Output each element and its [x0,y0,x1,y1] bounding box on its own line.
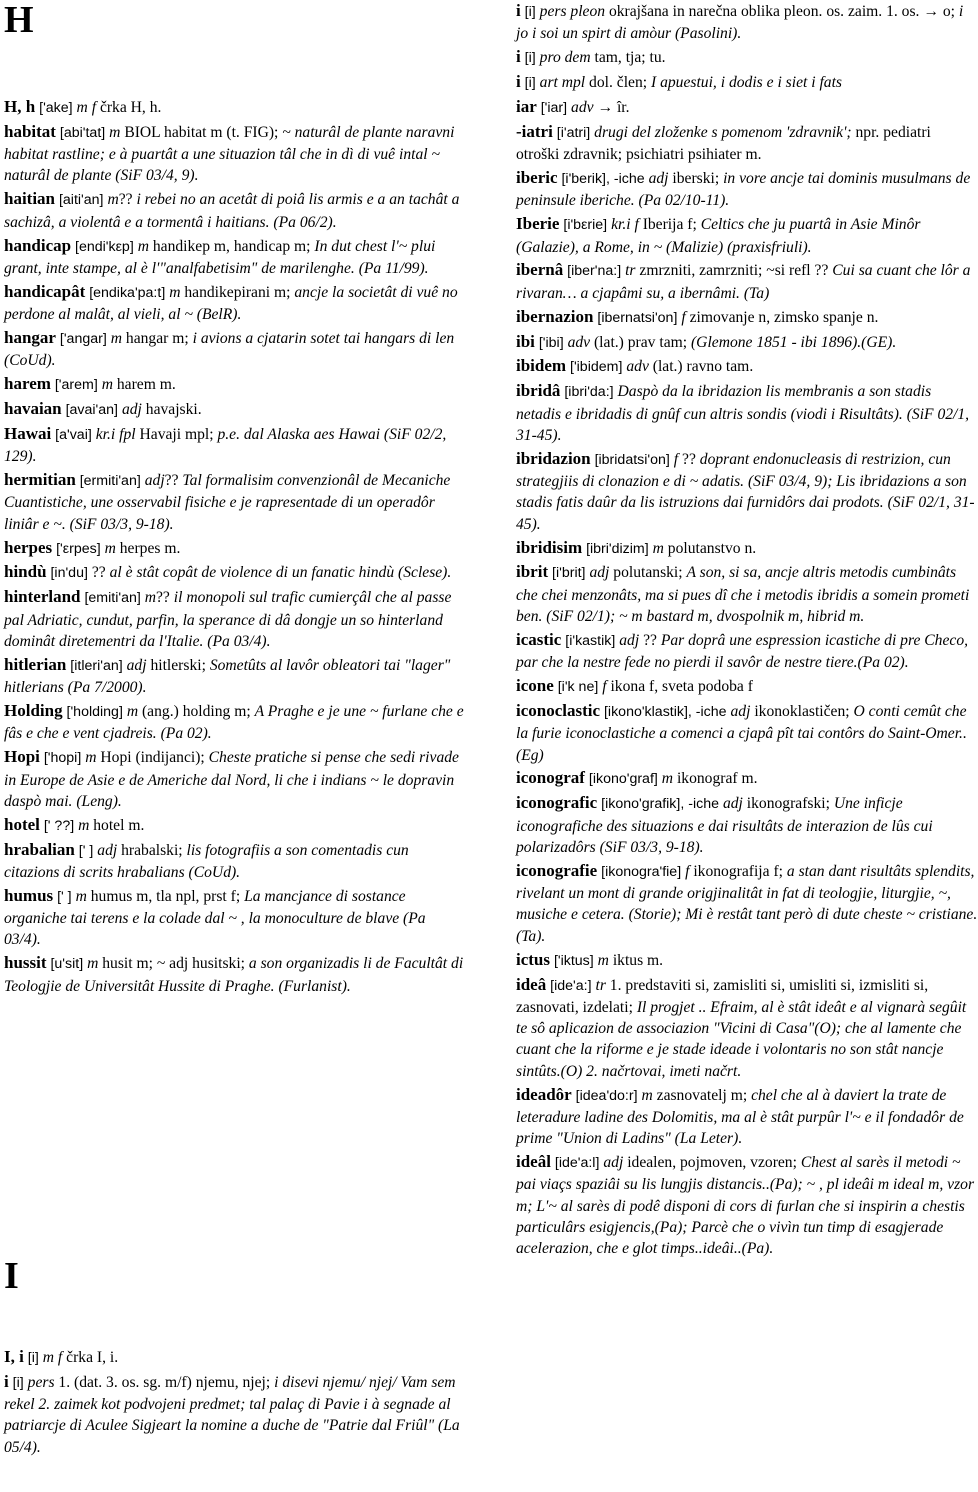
grammar-label: f [685,862,690,880]
grammar-label: pers pleon [539,3,606,20]
example-text: doprant endonucleasis di restrizion, cun strategjiis di clonazion e di ~ adatis. (SiF 03/4, 9); Lis ibridazions a son stadis fatis daûr da lis istruzions dai furnidôrs dai prodots. (SiF 02/1, 31-45). [516,450,975,533]
headword: iconografic [516,793,598,813]
pronunciation: [' ] [53,888,76,905]
grammar-label: m [144,589,157,607]
translation: Havaji mpl; [135,425,218,443]
pronunciation: [ikono'klastik], -iche [600,704,731,720]
translation: zimovanje n, zimsko spanje n. [685,308,879,326]
dictionary-entry [516,448,978,535]
grammar-label: m [104,539,116,557]
translation: polutanski; [609,564,687,582]
grammar-label: m [169,283,181,301]
dictionary-entry [516,259,978,304]
dictionary-entry [4,814,466,837]
headword: icastic [516,629,562,649]
grammar-label: m [652,539,664,557]
headword: i [516,72,521,92]
right-column [516,0,978,1261]
grammar-label: kr.i f [611,216,639,234]
example-text: Cheste pratiche si pense che sedi rivade in Europe de Asie e de Americhe dal Nord, li che i indians ~ le dopravin daspò mai. (Leng). [4,749,459,810]
translation: črka H, h. [96,99,162,116]
pronunciation: ['εrpes] [52,540,105,557]
pronunciation: [i] [520,4,540,20]
headword: herpes [4,537,53,557]
grammar-label: adj [619,631,640,649]
dictionary-entry [516,355,978,378]
grammar-label: adj [126,656,147,674]
dictionary-entry [4,281,466,326]
headword: hangar [4,327,56,347]
section-letter-i: I [4,1255,19,1297]
grammar-label: adv [571,98,594,116]
example-text: a stan dant risultâts splendits, rivelant un mont di grande origjinalitât in fat di teologjie, liturgjie, ~, musiche e cetera. (Storie); Mi è restât tant però di dute cheste ~ cristiane. (Ta). [516,862,978,945]
grammar-label: pers [27,1373,55,1391]
pronunciation: ['ibidem] [566,359,627,376]
section-letter-h: H [4,0,34,41]
grammar-label: tr [595,976,606,994]
pronunciation: [i] [23,1350,43,1366]
dictionary-entry [4,373,466,396]
translation: herpes m. [115,539,181,557]
pronunciation: [ibri'dizim] [582,540,653,557]
translation: črka I, i. [62,1349,119,1366]
headword: handicapât [4,281,86,301]
dictionary-entry [4,121,466,187]
translation: 1. (dat. 3. os. sg. m/f) njemu, njej; [54,1373,275,1391]
example-text: Il progjet .. Efraim, al è stât ideât e al vignarà segûit te sô aplicazion de associazion "Vicini di Casa"(O); che al lamente che cuant che la riforme e je stade ideade i volontaris no son stât nancje sintûts.(O) 2. načrtovai, imeti načrt. [516,998,967,1080]
translation: Iberija f; [638,216,701,234]
headword: harem [4,374,51,394]
example-text: i rebei no an acetât di poiâ lis armis e a an tachât a sachizâ, a violentâ e a tormentâ i haitians. (Pa 06/2). [4,191,460,231]
dictionary-entry [516,0,978,45]
pronunciation: [i'k ne] [553,679,603,696]
example-text: al è stât copât de violence di un fanatic hindù (Sclese). [109,564,452,582]
grammar-label: adj [603,1154,624,1172]
dictionary-entry [516,1084,978,1150]
pronunciation: [ide'a:] [546,977,596,994]
example-text: i jo i soi un spirt di amòur (Pasolini). [516,3,964,43]
headword: H, h [4,97,36,116]
dictionary-entry [516,331,978,354]
grammar-label: m [109,123,121,141]
dictionary-entry [516,629,978,674]
example-text: A Praghe e je une ~ furlane che e fâs e che e vent cjadreis. (Pa 02). [4,703,464,743]
dictionary-entry [4,561,466,584]
example-text: Sometûts al lavôr obleatori tai "lager" hitlerians (Pa 7/2000). [4,656,451,697]
translation: 1. predstaviti si, zamisliti si, umisliti si, izmisliti si, zasnovati, izdelati; [516,976,929,1016]
dictionary-entry [516,167,978,212]
pronunciation: [endika'pa:t] [85,284,170,301]
example-text: Tal formalisim convenzionâl de Mecaniche Cuantistiche, une osservabil fisiche e je rapresentade di un operadôr liniâr e ~. (SiF 03/3, 9-18). [4,472,451,533]
example-text: La mancjance di sostance organiche tai terens e la colade dal ~ , la monoculture de blave (Pa 03/4). [4,887,426,949]
dictionary-entry [4,96,466,119]
pronunciation: ['ake] [35,100,77,116]
grammar-label: adj [121,401,142,419]
example-text: i disevi njemu/ njej/ Vam sem rekel 2. zaimek kot podvojeni predmet; tal palaç di Pavie i à segnade al patriarcje di Aculee Sigjeart la nomine a duche de "Patrie dal Friûl" (La 05/4). [4,1373,460,1456]
headword: iconoclastic [516,701,601,720]
example-text: (Glemone 1851 - ibi 1896).(GE). [690,333,897,351]
example-text: O conti cemût che la furie iconoclastiche a comenci a cjapâ pît tai contôrs do Saint-Omer.. (Eg) [516,703,967,764]
translation: ?? [91,564,110,582]
pronunciation: [i] [520,50,540,67]
grammar-label: m [101,376,113,394]
example-text: Par doprâ une espression icastiche di pre Checo, par che la nestre fede no pierdi il savôr de nestre tiere.(Pa 02). [516,631,969,672]
headword: i [516,47,521,67]
dictionary-entry [516,974,978,1082]
pronunciation: [ikono'grafik], -iche [597,796,723,813]
pronunciation: [iber'na:] [563,263,626,280]
headword: ibridisim [516,537,583,557]
pronunciation: [i] [8,1374,28,1391]
translation: (lat.) prav tam; [590,333,691,351]
translation: ?? [118,191,137,209]
grammar-label: m f [76,99,97,116]
pronunciation: [aiti'an] [55,192,108,209]
grammar-label: m [107,191,119,209]
pronunciation: [' ??] [39,817,79,834]
pronunciation: ['iktus] [550,952,598,969]
grammar-label: adj [730,703,751,720]
headword: ideadôr [516,1084,572,1104]
headword: iberic [516,168,558,188]
headword: hotel [4,814,40,834]
pronunciation: [i'kastik] [561,632,620,649]
dictionary-entry [516,675,978,698]
dictionary-entry [4,469,466,535]
translation: polutanstvo n. [663,539,757,557]
dictionary-entry [4,839,466,884]
translation: zasnovatelj m; [652,1086,752,1104]
translation: tam, tja; tu. [590,49,666,67]
translation: hrabalski; [117,841,187,859]
grammar-label: f [602,678,607,696]
translation: hitlerski; [146,656,210,674]
pronunciation: [i'berik], -iche [557,171,649,188]
grammar-label: drugi del zloženke s pomenom 'zdravnik'; [594,123,852,141]
h-entries [4,96,466,998]
pronunciation: [itleri'an] [66,657,127,674]
pronunciation: [ikonogra'fie] [597,863,686,880]
grammar-label: m f [42,1349,63,1366]
dictionary-entry [516,767,978,790]
grammar-label: m [137,237,149,255]
example-text: I apuestui, i dodis e i siet i fats [650,74,843,92]
translation: npr. pediatri otroški zdravnik; psichiatri psihiater m. [516,123,931,164]
pronunciation: [u'sit] [46,956,88,973]
translation: ikonoklastičen; [750,703,854,720]
dictionary-entry [4,537,466,560]
headword: ibernâ [516,260,564,280]
example-text: i avions a cjatarin sotet tai hangars di len (CoUd). [4,329,455,370]
dictionary-entry [516,537,978,560]
example-text: lis fotografiis a son comentadis cun citazions di scrits hrabalians (CoUd). [4,841,409,881]
headword: ibridazion [516,448,591,468]
example-text: chel che al à daviert la trate de leteradure ladine des Dolomitis, ma al è stât purpûr l'~ e il fondadôr de prime "Union di Ladins" (La Leter). [516,1086,964,1148]
pronunciation: [idea'do:r] [571,1087,642,1104]
dictionary-entry [516,121,978,166]
headword: ideâl [516,1152,551,1172]
headword: i [4,1371,9,1391]
headword: Hopi [4,747,40,767]
translation: handikep m, handicap m; [148,237,315,255]
pronunciation: [' ] [74,842,98,859]
headword: hermitian [4,470,76,490]
headword: iconografie [516,860,598,880]
grammar-label: adj [589,564,610,582]
translation: ikona f, sveta podoba f [606,678,753,696]
translation: havajski. [141,401,202,419]
dictionary-entry [516,96,978,119]
translation: hotel m. [89,816,145,834]
pronunciation: ['arem] [50,377,102,394]
headword: i [516,1,521,20]
dictionary-entry [4,235,466,280]
translation: ?? [678,450,700,468]
dictionary-entry [4,188,466,233]
headword: havaian [4,399,62,419]
translation: Hopi (indijanci); [96,749,209,767]
pronunciation: [a'vai] [51,426,96,443]
example-text: ancje la societât di vuê no perdone al malât, al vieli, al ~ (BelR). [4,283,458,324]
example-text: Daspò da la ibridazion lis membranis a son stadis netadis e ibridadis di gnûf cun altris sondis (viodi i Risultâts). (SiF 02/1, 31-45). [516,383,970,444]
headword: humus [4,885,54,905]
headword: ibridâ [516,381,561,401]
translation: dol. člen; [585,74,651,92]
translation: hangar m; [122,329,193,347]
pronunciation: ['iar] [536,99,572,116]
headword: I, i [4,1347,24,1366]
headword: handicap [4,235,72,255]
pronunciation: [endi'kεp] [71,238,138,255]
translation: zmrzniti, zamrzniti; ~si refl ?? [635,262,833,280]
translation: ?? [164,472,183,490]
pronunciation: ['hopi] [39,750,86,767]
grammar-label: m [87,955,99,973]
pronunciation: [i'bεrie] [559,217,612,234]
dictionary-entry [516,380,978,446]
translation: iberski; [668,170,724,188]
pronunciation: [ibernatsi'on] [593,309,682,326]
dictionary-entry [516,949,978,972]
example-text: Celtics che ju puartâ in Asie Minôr (Galazie), a Rome, in ~ (Malizie) (praxisfriuli). [516,216,921,256]
pronunciation: [emiti'an] [80,590,145,607]
headword: ibidem [516,356,567,376]
example-text: A son, si sa, ancje altris metodis cumbinâts che chei menzonâts, ma si pues dî che i metodis ibridis a somein prometi ben. (SiF 02/1); ~ m bastard m, dvospolnik m, hibrid m. [516,564,970,626]
pronunciation: [ikono'graf] [584,771,662,788]
grammar-label: m [126,703,139,721]
pronunciation: [in'du] [46,565,92,582]
translation: okrajšana in narečna oblika pleon. os. zaim. 1. os. → o; [605,3,959,20]
dictionary-entry [4,327,466,372]
dictionary-entry [4,885,466,951]
grammar-label: art mpl [539,74,586,92]
dictionary-entry [4,1346,466,1369]
pronunciation: ['ibi] [534,334,568,351]
translation: (ang.) holding m; [138,703,255,721]
pronunciation: [ide'a:l] [550,1155,604,1172]
pronunciation: [i'atri] [552,124,595,141]
grammar-label: m [85,749,97,767]
pronunciation: [ibri'da:] [560,384,618,401]
headword: haitian [4,189,56,209]
dictionary-entry [4,746,466,812]
grammar-label: m [110,329,122,347]
headword: habitat [4,121,56,141]
headword: ibrit [516,562,549,582]
translation: husit m; ~ adj husitski; [98,955,249,973]
grammar-label: adv [626,358,649,376]
headword: iar [516,96,537,116]
translation: handikepirani m; [180,283,295,301]
headword: Holding [4,701,63,721]
grammar-label: tr [625,262,636,280]
grammar-label: adv [567,333,591,351]
grammar-label: m [75,887,87,905]
translation: iktus m. [608,951,664,969]
headword: icone [516,676,554,696]
dictionary-entry [516,306,978,329]
grammar-label: f [673,450,679,468]
translation: humus m, tla npl, prst f; [86,887,245,905]
headword: iconograf [516,768,585,788]
headword: Iberie [516,214,560,234]
headword: Hawai [4,423,52,443]
grammar-label: adj [722,795,743,813]
dictionary-entry [516,213,978,258]
grammar-label: adj [144,472,165,490]
translation: → îr. [593,98,630,116]
dictionary-entry [516,71,978,94]
translation: ikonografija f; [689,862,787,880]
dictionary-entry [516,1151,978,1259]
dictionary-entry [4,952,466,997]
example-text: Une inficje iconografiche des situazions e dai risultâts de interazion de lûs cui polarizadôrs (SiF 03/3, 9-18). [516,795,933,856]
translation: BIOL habitat m (t. FIG); [120,123,283,141]
example-text: p.e. dal Alaska aes Hawai (SiF 02/2, 129). [4,425,447,466]
dictionary-entry [516,792,978,858]
dictionary-entry [516,46,978,69]
dictionary-entry [4,423,466,468]
dictionary-entry [4,700,466,745]
i-entries-left [4,1346,466,1460]
translation: ?? [156,589,174,607]
example-text: in vore ancje tai dominis musulmans de peninsule iberiche. (Pa 02/10-11). [516,170,971,210]
dictionary-entry [4,398,466,421]
dictionary-entry [516,700,978,766]
headword: ictus [516,949,550,969]
headword: hitlerian [4,654,67,674]
pronunciation: [ibridatsi'on] [590,451,674,468]
headword: ibernazion [516,306,594,326]
example-text: ~ naturâl de plante naravni habitat rastline; e à puartât a une situazion tâl che in dì di vuê intal ~ naturâl de plante (SiF 03/4, 9). [4,123,455,185]
translation: (lat.) ravno tam. [648,358,754,376]
pronunciation: [abi'tat] [55,124,110,141]
translation: ikonografski; [742,795,834,813]
dictionary-entry [4,654,466,699]
headword: hindù [4,562,47,582]
grammar-label: kr.i fpl [95,425,136,443]
grammar-label: m [641,1086,653,1104]
headword: hussit [4,953,47,973]
dictionary-entry [4,586,466,652]
headword: hrabalian [4,839,75,859]
headword: -iatri [516,121,553,141]
dictionary-entry [4,1371,466,1458]
grammar-label: f [681,308,686,326]
pronunciation: ['holding] [62,704,127,721]
translation: harem m. [112,376,176,394]
pronunciation: [avai'an] [61,402,122,419]
grammar-label: m [597,951,609,969]
translation: idealen, pojmoven, vzoren; [623,1154,801,1172]
pronunciation: [i] [520,75,540,92]
grammar-label: m [78,816,90,834]
pronunciation: [i'brit] [548,565,590,582]
headword: ibi [516,331,535,351]
translation: ikonograf m. [673,770,758,788]
example-text: a son organizadis li de Facultât di Teologjie de Universitât Hussite di Praghe. (Furlanist). [4,955,464,995]
pronunciation: [ermiti'an] [75,473,145,490]
grammar-label: adj [97,841,118,859]
headword: ideâ [516,974,547,994]
grammar-label: pro dem [539,49,591,67]
example-text: Chest al sarès il metodi ~ pai viaçs spaziâi su lis lungjis distancis..(Pa); ~ , pl ideâi m ideal m, vzor m; L'~ al sarès di podê disponi di cors di furlan che si inspirin a chestis particulârs esigjencis,(Pa); Parcè che o vivìn tun timp di esagjerade acelerazion, che e glot timps..ideâi..(Pa). [516,1154,975,1258]
pronunciation: ['angar] [55,330,111,347]
grammar-label: adj [648,170,669,188]
dictionary-entry [516,860,978,947]
headword: hinterland [4,587,81,607]
example-text: il monopoli sul trafic cumierçâl che al passe pal Adriatic, cundut, parfin, la sperance di dâ dongje un so hinterland dominât diretementri da l'Italie. (Pa 03/4). [4,589,452,650]
translation: ?? [639,631,661,649]
example-text: In dut chest l'~ plui grant, inte stampe, al è l'"analfabetisim" de marilenghe. (Pa 11/99). [4,237,436,277]
grammar-label: m [661,770,674,788]
example-text: Cui sa cuant che lôr a rivaran… a cjapâmi su, a ibernâmi. (Ta) [516,262,971,302]
dictionary-entry [516,561,978,627]
